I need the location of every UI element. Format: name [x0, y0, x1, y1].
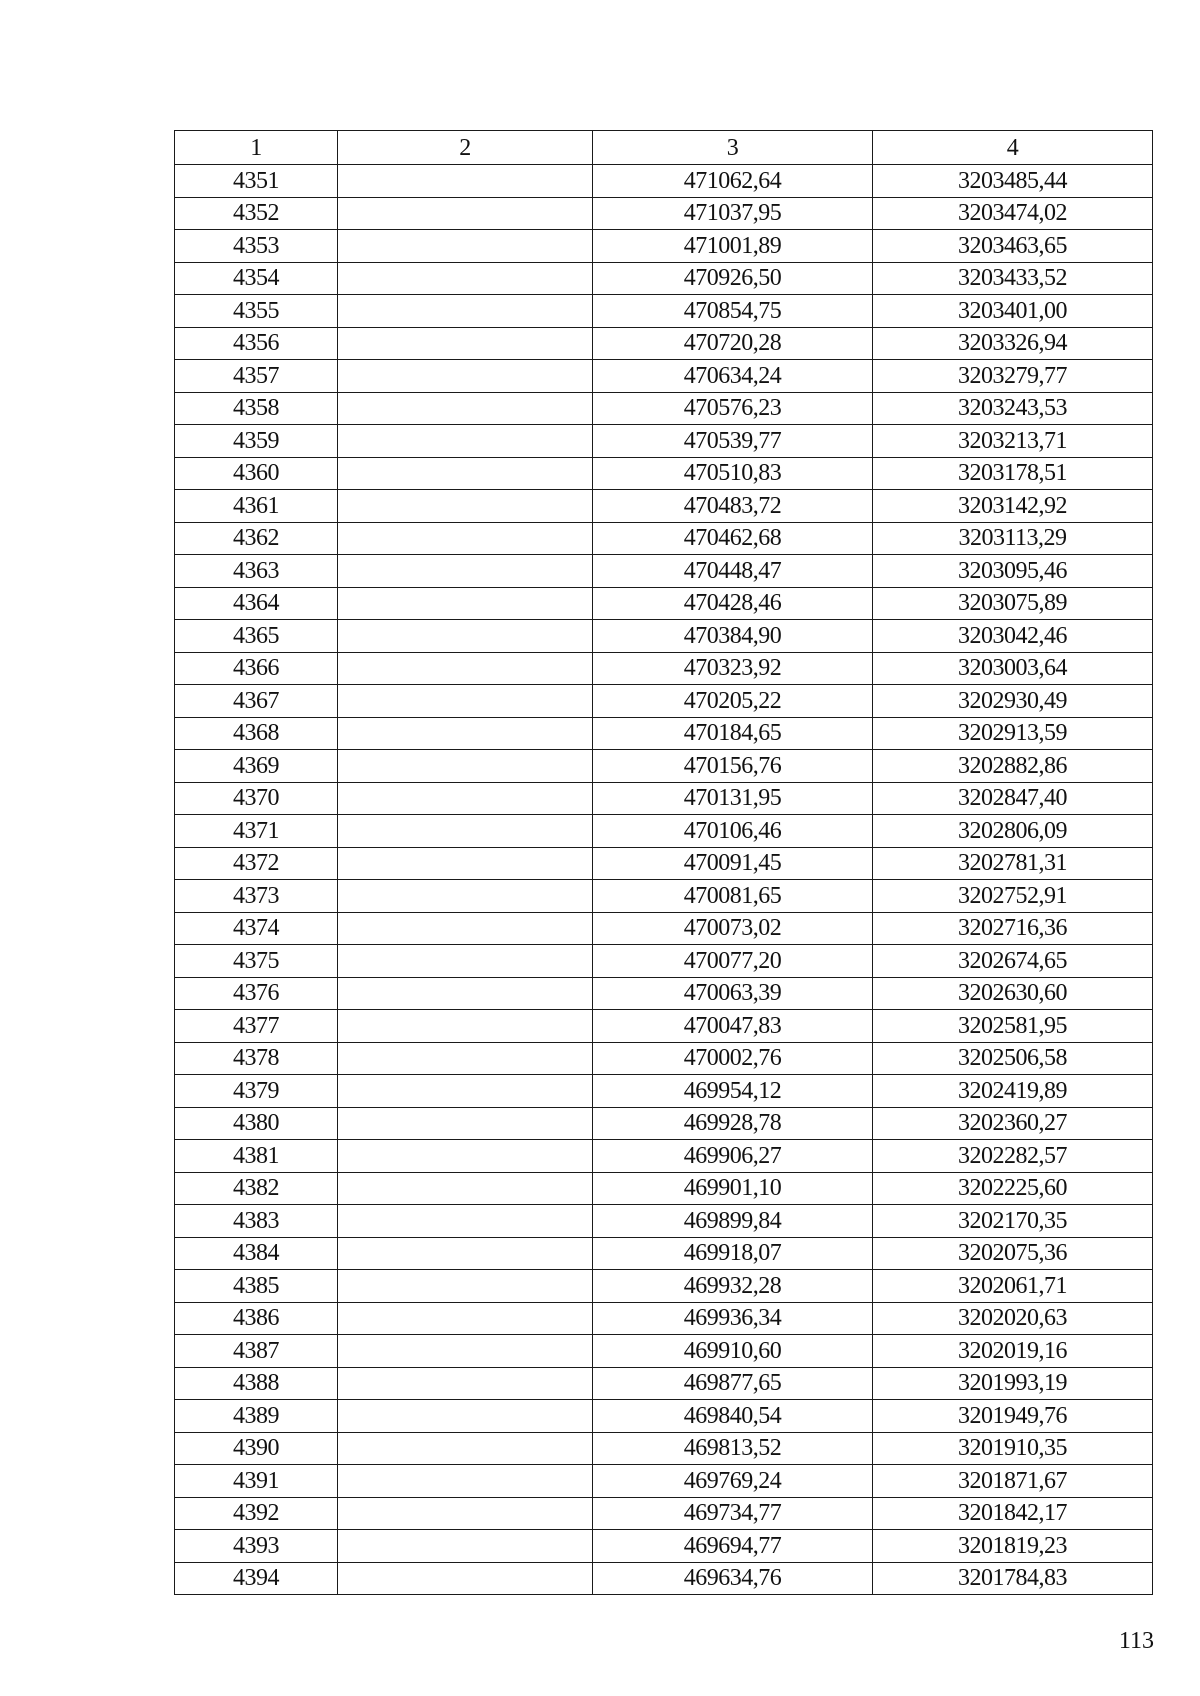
- table-row: [175, 1335, 1153, 1368]
- table-row: [175, 1237, 1153, 1270]
- point-number-cell: 4373: [175, 880, 338, 913]
- y-coordinate-cell: 3203433,52: [873, 262, 1153, 295]
- table-row: [175, 457, 1153, 490]
- x-coordinate-cell: 469910,60: [593, 1335, 873, 1368]
- point-number-cell: 4376: [175, 977, 338, 1010]
- point-number-cell: 4391: [175, 1465, 338, 1498]
- table-row: [175, 1302, 1153, 1335]
- table-row: [175, 1205, 1153, 1238]
- table-row: [175, 750, 1153, 783]
- table-row: [175, 1562, 1153, 1595]
- y-coordinate-cell: 3203474,02: [873, 197, 1153, 230]
- table-row: [175, 685, 1153, 718]
- table-row: [175, 425, 1153, 458]
- x-coordinate-cell: 470854,75: [593, 295, 873, 328]
- point-number-cell: 4383: [175, 1205, 338, 1238]
- table-row: [175, 815, 1153, 848]
- page-number: 113: [1118, 1628, 1154, 1654]
- point-number-cell: 4382: [175, 1172, 338, 1205]
- y-coordinate-cell: 3203326,94: [873, 327, 1153, 360]
- empty-cell: [338, 1367, 593, 1400]
- x-coordinate-cell: 469928,78: [593, 1107, 873, 1140]
- y-coordinate-cell: 3202282,57: [873, 1140, 1153, 1173]
- coordinates-table: [174, 130, 1153, 1595]
- x-coordinate-cell: 470073,02: [593, 912, 873, 945]
- empty-cell: [338, 587, 593, 620]
- x-coordinate-cell: 470091,45: [593, 847, 873, 880]
- empty-cell: [338, 327, 593, 360]
- y-coordinate-cell: 3202674,65: [873, 945, 1153, 978]
- point-number-cell: 4381: [175, 1140, 338, 1173]
- x-coordinate-cell: 470205,22: [593, 685, 873, 718]
- table-body: [175, 165, 1153, 1595]
- y-coordinate-cell: 3203042,46: [873, 620, 1153, 653]
- y-coordinate-cell: 3201819,23: [873, 1530, 1153, 1563]
- y-coordinate-cell: 3202913,59: [873, 717, 1153, 750]
- y-coordinate-cell: 3203485,44: [873, 165, 1153, 198]
- x-coordinate-cell: 470323,92: [593, 652, 873, 685]
- empty-cell: [338, 1010, 593, 1043]
- y-coordinate-cell: 3202419,89: [873, 1075, 1153, 1108]
- empty-cell: [338, 1302, 593, 1335]
- point-number-cell: 4390: [175, 1432, 338, 1465]
- y-coordinate-cell: 3202170,35: [873, 1205, 1153, 1238]
- x-coordinate-cell: 470926,50: [593, 262, 873, 295]
- point-number-cell: 4359: [175, 425, 338, 458]
- point-number-cell: 4364: [175, 587, 338, 620]
- empty-cell: [338, 685, 593, 718]
- x-coordinate-cell: 470510,83: [593, 457, 873, 490]
- y-coordinate-cell: 3203243,53: [873, 392, 1153, 425]
- x-coordinate-cell: 470131,95: [593, 782, 873, 815]
- empty-cell: [338, 782, 593, 815]
- table-row: [175, 587, 1153, 620]
- x-coordinate-cell: 470002,76: [593, 1042, 873, 1075]
- table-row: [175, 392, 1153, 425]
- point-number-cell: 4378: [175, 1042, 338, 1075]
- point-number-cell: 4394: [175, 1562, 338, 1595]
- point-number-cell: 4386: [175, 1302, 338, 1335]
- y-coordinate-cell: 3202581,95: [873, 1010, 1153, 1043]
- empty-cell: [338, 295, 593, 328]
- empty-cell: [338, 1042, 593, 1075]
- point-number-cell: 4387: [175, 1335, 338, 1368]
- x-coordinate-cell: 470077,20: [593, 945, 873, 978]
- empty-cell: [338, 425, 593, 458]
- empty-cell: [338, 880, 593, 913]
- empty-cell: [338, 717, 593, 750]
- table-row: [175, 555, 1153, 588]
- column-header-4: 4: [873, 131, 1153, 165]
- table-row: [175, 1432, 1153, 1465]
- table-row: [175, 1140, 1153, 1173]
- x-coordinate-cell: 469734,77: [593, 1497, 873, 1530]
- empty-cell: [338, 652, 593, 685]
- x-coordinate-cell: 471062,64: [593, 165, 873, 198]
- point-number-cell: 4358: [175, 392, 338, 425]
- table-row: [175, 880, 1153, 913]
- empty-cell: [338, 230, 593, 263]
- y-coordinate-cell: 3202930,49: [873, 685, 1153, 718]
- x-coordinate-cell: 469936,34: [593, 1302, 873, 1335]
- table-row: [175, 620, 1153, 653]
- x-coordinate-cell: 470106,46: [593, 815, 873, 848]
- point-number-cell: 4352: [175, 197, 338, 230]
- header-row: [175, 131, 1153, 165]
- x-coordinate-cell: 469954,12: [593, 1075, 873, 1108]
- x-coordinate-cell: 469901,10: [593, 1172, 873, 1205]
- table-row: [175, 1270, 1153, 1303]
- y-coordinate-cell: 3203213,71: [873, 425, 1153, 458]
- table-row: [175, 1107, 1153, 1140]
- table-row: [175, 327, 1153, 360]
- point-number-cell: 4371: [175, 815, 338, 848]
- x-coordinate-cell: 470384,90: [593, 620, 873, 653]
- x-coordinate-cell: 470634,24: [593, 360, 873, 393]
- empty-cell: [338, 1140, 593, 1173]
- point-number-cell: 4384: [175, 1237, 338, 1270]
- empty-cell: [338, 620, 593, 653]
- table-row: [175, 295, 1153, 328]
- y-coordinate-cell: 3201949,76: [873, 1400, 1153, 1433]
- y-coordinate-cell: 3202020,63: [873, 1302, 1153, 1335]
- table-row: [175, 165, 1153, 198]
- table-row: [175, 230, 1153, 263]
- y-coordinate-cell: 3203113,29: [873, 522, 1153, 555]
- y-coordinate-cell: 3202752,91: [873, 880, 1153, 913]
- y-coordinate-cell: 3202061,71: [873, 1270, 1153, 1303]
- empty-cell: [338, 522, 593, 555]
- empty-cell: [338, 197, 593, 230]
- y-coordinate-cell: 3201842,17: [873, 1497, 1153, 1530]
- y-coordinate-cell: 3202630,60: [873, 977, 1153, 1010]
- table-row: [175, 652, 1153, 685]
- table-row: [175, 1400, 1153, 1433]
- point-number-cell: 4356: [175, 327, 338, 360]
- empty-cell: [338, 847, 593, 880]
- point-number-cell: 4360: [175, 457, 338, 490]
- x-coordinate-cell: 471037,95: [593, 197, 873, 230]
- x-coordinate-cell: 469840,54: [593, 1400, 873, 1433]
- table-row: [175, 1465, 1153, 1498]
- empty-cell: [338, 1497, 593, 1530]
- point-number-cell: 4379: [175, 1075, 338, 1108]
- x-coordinate-cell: 469906,27: [593, 1140, 873, 1173]
- empty-cell: [338, 1432, 593, 1465]
- table-row: [175, 1172, 1153, 1205]
- x-coordinate-cell: 470483,72: [593, 490, 873, 523]
- point-number-cell: 4392: [175, 1497, 338, 1530]
- y-coordinate-cell: 3201784,83: [873, 1562, 1153, 1595]
- empty-cell: [338, 1172, 593, 1205]
- x-coordinate-cell: 470184,65: [593, 717, 873, 750]
- table-row: [175, 847, 1153, 880]
- x-coordinate-cell: 469918,07: [593, 1237, 873, 1270]
- point-number-cell: 4355: [175, 295, 338, 328]
- point-number-cell: 4368: [175, 717, 338, 750]
- point-number-cell: 4354: [175, 262, 338, 295]
- point-number-cell: 4366: [175, 652, 338, 685]
- empty-cell: [338, 912, 593, 945]
- y-coordinate-cell: 3201910,35: [873, 1432, 1153, 1465]
- table-row: [175, 782, 1153, 815]
- x-coordinate-cell: 470720,28: [593, 327, 873, 360]
- y-coordinate-cell: 3203401,00: [873, 295, 1153, 328]
- empty-cell: [338, 750, 593, 783]
- y-coordinate-cell: 3203279,77: [873, 360, 1153, 393]
- point-number-cell: 4375: [175, 945, 338, 978]
- y-coordinate-cell: 3203463,65: [873, 230, 1153, 263]
- x-coordinate-cell: 470539,77: [593, 425, 873, 458]
- x-coordinate-cell: 470047,83: [593, 1010, 873, 1043]
- table-row: [175, 262, 1153, 295]
- x-coordinate-cell: 469634,76: [593, 1562, 873, 1595]
- point-number-cell: 4372: [175, 847, 338, 880]
- point-number-cell: 4385: [175, 1270, 338, 1303]
- empty-cell: [338, 1107, 593, 1140]
- empty-cell: [338, 1400, 593, 1433]
- empty-cell: [338, 360, 593, 393]
- y-coordinate-cell: 3202781,31: [873, 847, 1153, 880]
- x-coordinate-cell: 469877,65: [593, 1367, 873, 1400]
- x-coordinate-cell: 469769,24: [593, 1465, 873, 1498]
- table-row: [175, 197, 1153, 230]
- column-header-2: 2: [338, 131, 593, 165]
- x-coordinate-cell: 470428,46: [593, 587, 873, 620]
- point-number-cell: 4367: [175, 685, 338, 718]
- y-coordinate-cell: 3202019,16: [873, 1335, 1153, 1368]
- empty-cell: [338, 815, 593, 848]
- table-row: [175, 1075, 1153, 1108]
- coordinates-table-container: [174, 130, 1152, 1595]
- empty-cell: [338, 1465, 593, 1498]
- x-coordinate-cell: 469899,84: [593, 1205, 873, 1238]
- y-coordinate-cell: 3203178,51: [873, 457, 1153, 490]
- y-coordinate-cell: 3203003,64: [873, 652, 1153, 685]
- empty-cell: [338, 945, 593, 978]
- table-header: [175, 131, 1153, 165]
- x-coordinate-cell: 469932,28: [593, 1270, 873, 1303]
- point-number-cell: 4388: [175, 1367, 338, 1400]
- empty-cell: [338, 1205, 593, 1238]
- empty-cell: [338, 1562, 593, 1595]
- empty-cell: [338, 165, 593, 198]
- x-coordinate-cell: 470081,65: [593, 880, 873, 913]
- point-number-cell: 4363: [175, 555, 338, 588]
- table-row: [175, 945, 1153, 978]
- table-row: [175, 1042, 1153, 1075]
- table-row: [175, 1367, 1153, 1400]
- column-header-3: 3: [593, 131, 873, 165]
- y-coordinate-cell: 3202716,36: [873, 912, 1153, 945]
- y-coordinate-cell: 3201871,67: [873, 1465, 1153, 1498]
- y-coordinate-cell: 3202225,60: [873, 1172, 1153, 1205]
- y-coordinate-cell: 3202075,36: [873, 1237, 1153, 1270]
- empty-cell: [338, 1530, 593, 1563]
- x-coordinate-cell: 469694,77: [593, 1530, 873, 1563]
- x-coordinate-cell: 470462,68: [593, 522, 873, 555]
- empty-cell: [338, 977, 593, 1010]
- y-coordinate-cell: 3202506,58: [873, 1042, 1153, 1075]
- point-number-cell: 4362: [175, 522, 338, 555]
- y-coordinate-cell: 3202847,40: [873, 782, 1153, 815]
- y-coordinate-cell: 3202360,27: [873, 1107, 1153, 1140]
- table-row: [175, 360, 1153, 393]
- point-number-cell: 4351: [175, 165, 338, 198]
- y-coordinate-cell: 3201993,19: [873, 1367, 1153, 1400]
- point-number-cell: 4393: [175, 1530, 338, 1563]
- empty-cell: [338, 1075, 593, 1108]
- empty-cell: [338, 490, 593, 523]
- point-number-cell: 4370: [175, 782, 338, 815]
- y-coordinate-cell: 3202806,09: [873, 815, 1153, 848]
- y-coordinate-cell: 3203095,46: [873, 555, 1153, 588]
- empty-cell: [338, 457, 593, 490]
- empty-cell: [338, 392, 593, 425]
- column-header-1: 1: [175, 131, 338, 165]
- y-coordinate-cell: 3202882,86: [873, 750, 1153, 783]
- point-number-cell: 4353: [175, 230, 338, 263]
- table-row: [175, 522, 1153, 555]
- point-number-cell: 4380: [175, 1107, 338, 1140]
- x-coordinate-cell: 471001,89: [593, 230, 873, 263]
- point-number-cell: 4369: [175, 750, 338, 783]
- x-coordinate-cell: 470156,76: [593, 750, 873, 783]
- empty-cell: [338, 1335, 593, 1368]
- x-coordinate-cell: 470448,47: [593, 555, 873, 588]
- table-row: [175, 717, 1153, 750]
- empty-cell: [338, 1237, 593, 1270]
- x-coordinate-cell: 469813,52: [593, 1432, 873, 1465]
- y-coordinate-cell: 3203075,89: [873, 587, 1153, 620]
- empty-cell: [338, 555, 593, 588]
- x-coordinate-cell: 470576,23: [593, 392, 873, 425]
- empty-cell: [338, 1270, 593, 1303]
- table-row: [175, 1010, 1153, 1043]
- table-row: [175, 977, 1153, 1010]
- table-row: [175, 1497, 1153, 1530]
- table-row: [175, 1530, 1153, 1563]
- point-number-cell: 4377: [175, 1010, 338, 1043]
- point-number-cell: 4374: [175, 912, 338, 945]
- table-row: [175, 490, 1153, 523]
- table-row: [175, 912, 1153, 945]
- point-number-cell: 4361: [175, 490, 338, 523]
- point-number-cell: 4389: [175, 1400, 338, 1433]
- point-number-cell: 4357: [175, 360, 338, 393]
- x-coordinate-cell: 470063,39: [593, 977, 873, 1010]
- y-coordinate-cell: 3203142,92: [873, 490, 1153, 523]
- empty-cell: [338, 262, 593, 295]
- point-number-cell: 4365: [175, 620, 338, 653]
